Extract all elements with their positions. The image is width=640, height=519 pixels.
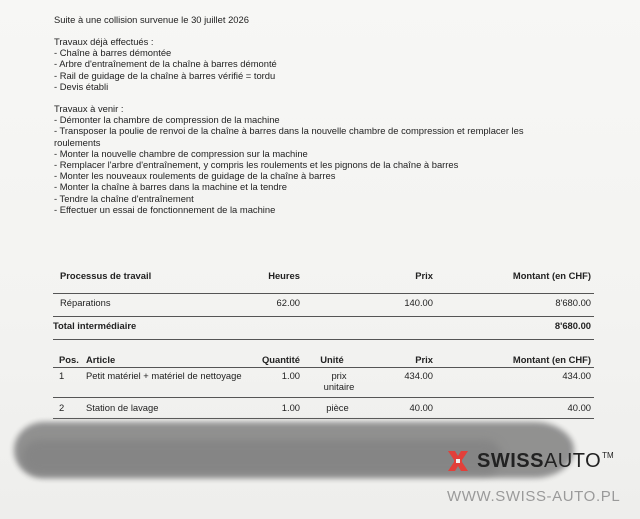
cell-article: Petit matériel + matériel de nettoyage (83, 368, 258, 398)
redaction-smudge (22, 440, 502, 474)
swiss-auto-logo (446, 449, 614, 473)
list-item: - Chaîne à barres démontée (54, 47, 172, 59)
cell-pos: 2 (53, 398, 83, 419)
cell-unit: prix unitaire (303, 368, 361, 398)
header-amount: Montant (en CHF) (436, 352, 594, 368)
labor-table (53, 268, 594, 340)
header-price: Prix (361, 352, 436, 368)
todo-works-list (54, 103, 554, 215)
intro-text: Suite à une collision survenue le 30 juillet 2026 (54, 14, 249, 25)
header-price: Prix (415, 270, 433, 281)
cell-process: Réparations (53, 294, 213, 317)
list-item: - Rail de guidage de la chaîne à barres vérifié = tordu (54, 69, 276, 81)
header-process: Processus de travail (60, 270, 152, 281)
cell-article: Station de lavage (83, 398, 258, 419)
list-item: - Effectuer un essai de fonctionnement de la machine (54, 203, 276, 215)
brand-name-bold: SWISS (477, 449, 544, 472)
cell-hours: 62.00 (213, 294, 303, 317)
table-row (53, 294, 594, 317)
items-table (53, 352, 594, 419)
table-header-row (53, 352, 594, 368)
table-row (53, 368, 594, 398)
header-qty: Quantité (258, 352, 303, 368)
done-works-list (54, 36, 277, 92)
intro-line (54, 14, 249, 25)
list-item: - Devis établi (54, 80, 109, 92)
header-article: Article (83, 352, 258, 368)
header-hours: Heures (268, 270, 300, 281)
subtotal-value: 8'680.00 (436, 317, 594, 340)
list-item: - Remplacer l'arbre d'entraînement, y compris les roulements et les pignons de la chaîne à barres (54, 159, 459, 171)
table-header-row (53, 268, 594, 294)
done-heading: Travaux déjà effectués : (54, 36, 154, 47)
cell-amount: 40.00 (436, 398, 594, 419)
todo-heading: Travaux à venir : (54, 103, 124, 114)
list-item: - Monter les nouveaux roulements de guidage de la chaîne à barres (54, 170, 336, 182)
swiss-cross-logo-icon (446, 449, 470, 473)
cell-unit: pièce (303, 398, 361, 419)
trademark-mark: TM (602, 450, 614, 460)
header-unit: Unité (303, 352, 361, 368)
list-item: - Arbre d'entraînement de la chaîne à barres démonté (54, 58, 277, 70)
subtotal-row (53, 317, 594, 340)
list-item: - Transposer la poulie de renvoi de la chaîne à barres dans la nouvelle chambre de compression et remplacer les roulements (54, 125, 524, 148)
list-item: - Tendre la chaîne d'entraînement (54, 192, 194, 204)
table-row (53, 398, 594, 419)
cell-pos: 1 (53, 368, 83, 398)
cell-price: 140.00 (303, 294, 436, 317)
cell-amount: 8'680.00 (436, 294, 594, 317)
cell-price: 434.00 (361, 368, 436, 398)
cell-amount: 434.00 (436, 368, 594, 398)
cell-price: 40.00 (361, 398, 436, 419)
watermark-url: WWW.SWISS-AUTO.PL (447, 488, 621, 505)
list-item: - Monter la nouvelle chambre de compression sur la machine (54, 147, 308, 159)
list-item: - Monter la chaîne à barres dans la machine et la tendre (54, 181, 287, 193)
cell-qty: 1.00 (258, 398, 303, 419)
cell-qty: 1.00 (258, 368, 303, 398)
brand-name-light: AUTO (543, 449, 602, 472)
subtotal-label: Total intermédiaire (53, 317, 436, 340)
list-item: - Démonter la chambre de compression de la machine (54, 114, 280, 126)
header-amount: Montant (en CHF) (512, 270, 591, 281)
header-pos: Pos. (53, 352, 83, 368)
